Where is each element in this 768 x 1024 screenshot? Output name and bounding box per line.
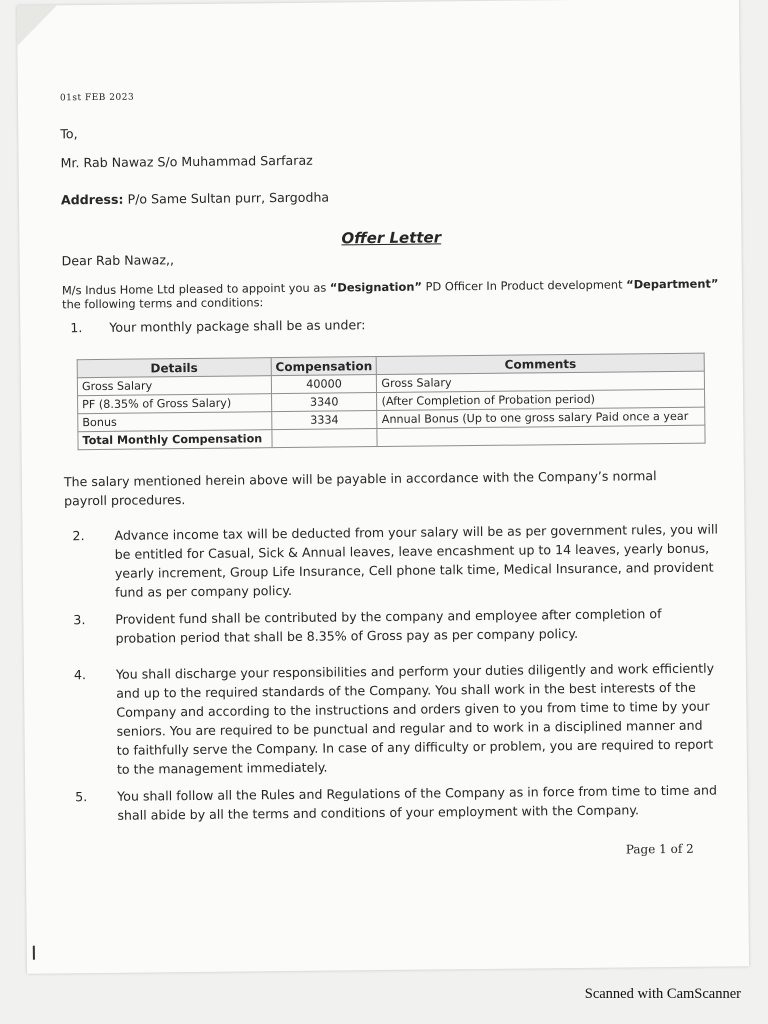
recipient-address xyxy=(61,190,329,209)
address-value: P/o Same Sultan purr, Sargodha xyxy=(123,189,330,207)
department-label: “Department” xyxy=(626,276,719,292)
scanned-page xyxy=(17,0,749,974)
item-line: Advance income tax will be deducted from your salary will be as per government rules, you will xyxy=(114,521,719,543)
item-line: You shall discharge your responsibilities and perform your duties diligently and work efficiently xyxy=(115,660,715,682)
row-comments: Gross Salary xyxy=(377,371,705,392)
to-line: To, xyxy=(60,126,78,142)
item-1 xyxy=(62,317,365,336)
letter-date: 01st FEB 2023 xyxy=(59,92,135,104)
item-line: yearly increment, Group Life Insurance, Cell phone talk time, Medical Insurance, and provident xyxy=(114,559,714,581)
item-number: 3. xyxy=(73,612,86,628)
total-comments-empty xyxy=(377,425,705,446)
row-comments: Annual Bonus (Up to one gross salary Paid once a year xyxy=(377,407,705,428)
row-details: PF (8.35% of Gross Salary) xyxy=(78,394,272,414)
item-line: to faithfully serve the Company. In case of any difficulty or problem, you are required to report xyxy=(116,736,714,758)
item-line: be entitled for Casual, Sick & Annual leaves, leave encashment up to 14 leaves, yearly bonus, xyxy=(114,540,710,562)
designation-label: “Designation” xyxy=(329,279,423,295)
item-line: Provident fund shall be contributed by the company and employee after completion of xyxy=(115,606,662,627)
intro-text-3: the following terms and conditions: xyxy=(62,295,264,312)
item-1-number: 1. xyxy=(70,320,83,336)
item-number: 2. xyxy=(72,528,85,544)
list-item xyxy=(64,520,719,600)
intro-text-1: M/s Indus Home Ltd pleased to appoint you as xyxy=(61,280,330,298)
edge-mark xyxy=(33,946,35,960)
row-compensation: 3334 xyxy=(271,411,377,430)
total-compensation-empty xyxy=(272,429,378,448)
intro-text-2: PD Officer In Product development xyxy=(421,277,627,294)
header-compensation: Compensation xyxy=(271,357,377,376)
salary-note-line: payroll procedures. xyxy=(64,492,186,509)
scanner-watermark: Scanned with CamScanner xyxy=(584,986,741,1002)
row-details: Bonus xyxy=(78,412,272,432)
item-line: fund as per company policy. xyxy=(115,582,293,600)
row-details: Gross Salary xyxy=(77,376,271,396)
item-body xyxy=(114,520,719,602)
item-number: 5. xyxy=(75,789,88,805)
recipient-name: Mr. Rab Nawaz S/o Muhammad Sarfaraz xyxy=(60,152,313,171)
row-compensation: 3340 xyxy=(271,393,377,412)
item-line: You shall follow all the Rules and Regulations of the Company as in force from time to time and xyxy=(117,782,718,804)
salary-note-line: The salary mentioned herein above will be payable in accordance with the Company’s normal xyxy=(63,468,657,490)
header-details: Details xyxy=(77,358,271,378)
page-number: Page 1 of 2 xyxy=(625,841,694,857)
header-comments: Comments xyxy=(377,353,705,374)
salutation: Dear Rab Nawaz,, xyxy=(61,252,175,269)
item-line: and up to the required standards of the Company. You shall work in the best interests of the xyxy=(116,679,696,701)
address-label: Address: xyxy=(60,191,124,208)
list-item xyxy=(67,781,718,823)
row-comments: (After Completion of Probation period) xyxy=(377,389,705,410)
item-body xyxy=(117,781,717,825)
item-1-text: Your monthly package shall be as under: xyxy=(109,317,366,335)
compensation-table xyxy=(77,353,706,451)
list-item xyxy=(65,604,715,646)
total-label: Total Monthly Compensation xyxy=(78,430,272,450)
letter-title: Offer Letter xyxy=(341,228,442,248)
item-body xyxy=(115,604,715,648)
salary-note xyxy=(64,466,684,510)
item-line: to the management immediately. xyxy=(116,759,328,777)
item-line: shall abide by all the terms and conditions of your employment with the Company. xyxy=(117,802,640,823)
row-compensation: 40000 xyxy=(271,375,377,394)
list-item xyxy=(66,659,716,777)
folded-corner xyxy=(17,5,57,45)
item-line: Company and according to the instructions and orders given to you from time to time by your xyxy=(116,698,710,720)
intro-paragraph xyxy=(62,276,719,311)
item-body xyxy=(116,659,717,779)
item-line: probation period that shall be 8.35% of Gross pay as per company policy. xyxy=(115,625,579,646)
item-number: 4. xyxy=(73,667,87,683)
item-line: seniors. You are required to be punctual and regular and to work in a disciplined manner and xyxy=(116,717,703,739)
